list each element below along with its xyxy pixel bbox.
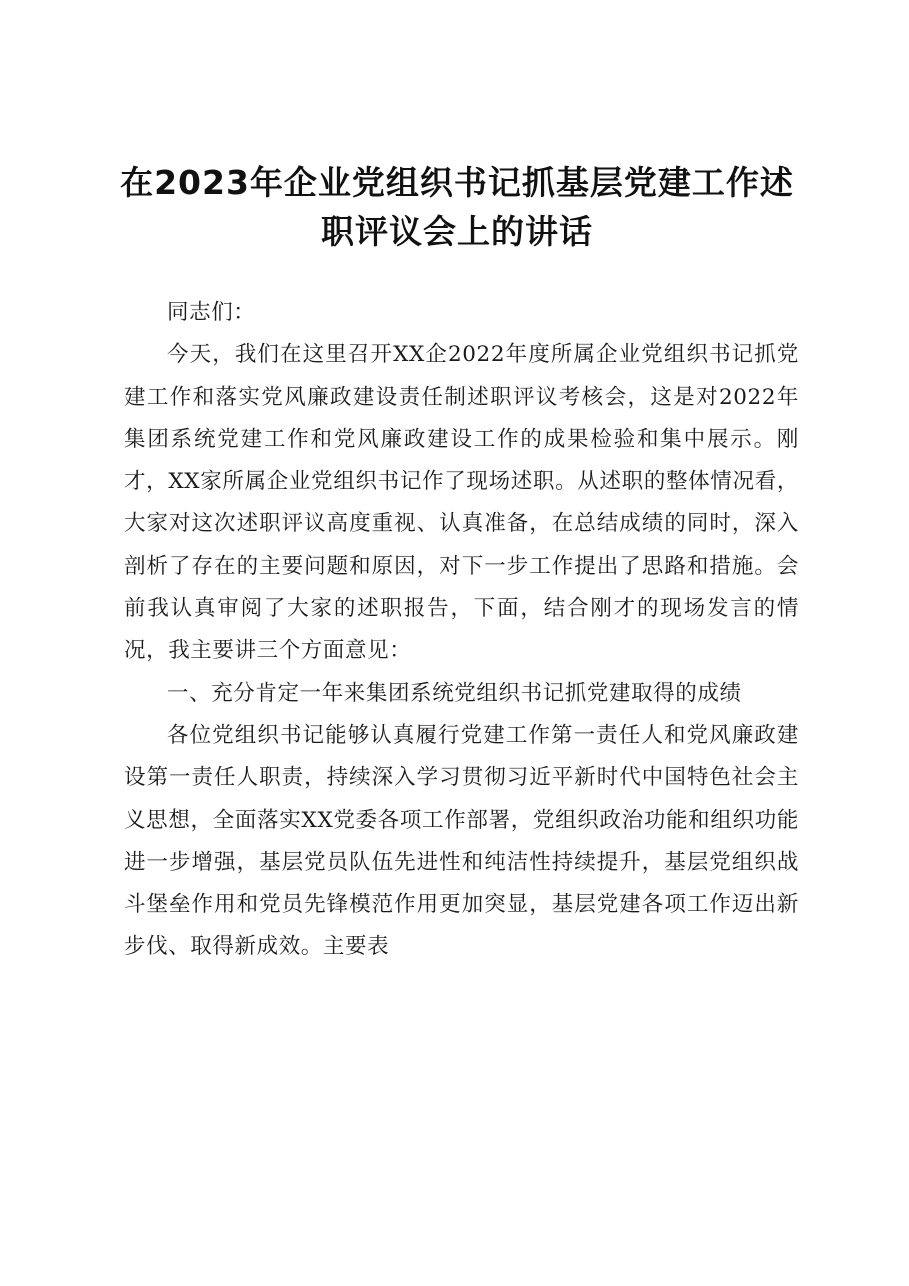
document-body (124, 292, 799, 969)
document-title (112, 158, 802, 256)
salutation: 同志们： (167, 300, 256, 325)
section-heading-1: 一、充分肯定一年来集团系统党组织书记抓党建取得的成绩 (167, 680, 742, 706)
title-line-1: 在2023年企业党组织书记抓基层党建工作述 (120, 163, 794, 202)
title-line-2: 职评议会上的讲话 (321, 212, 593, 251)
paragraph-achievements: 各位党组织书记能够认真履行党建工作第一责任人和党风廉政建设第一责任人职责，持续深入学习贯彻习近平新时代中国特色社会主义思想，全面落实XX党委各项工作部署，党组织政治功能和组织功能进一步增强，基层党员队伍先进性和纯洁性持续提升，基层党组织战斗堡垒作用和党员先锋模范作用更加突显，基层党建各项工作迈出新步伐、取得新成效。主要表 (124, 722, 799, 960)
paragraph-opening: 今天，我们在这里召开XX企2022年度所属企业党组织书记抓党建工作和落实党风廉政建设责任制述职评议考核会，这是对2022年集团系统党建工作和党风廉政建设工作的成果检验和集中展示。刚才，XX家所属企业党组织书记作了现场述职。从述职的整体情况看，大家对这次述职评议高度重视、认真准备，在总结成绩的同时，深入剖析了存在的主要问题和原因，对下一步工作提出了思路和措施。会前我认真审阅了大家的述职报告，下面，结合刚才的现场发言的情况，我主要讲三个方面意见： (124, 342, 799, 664)
